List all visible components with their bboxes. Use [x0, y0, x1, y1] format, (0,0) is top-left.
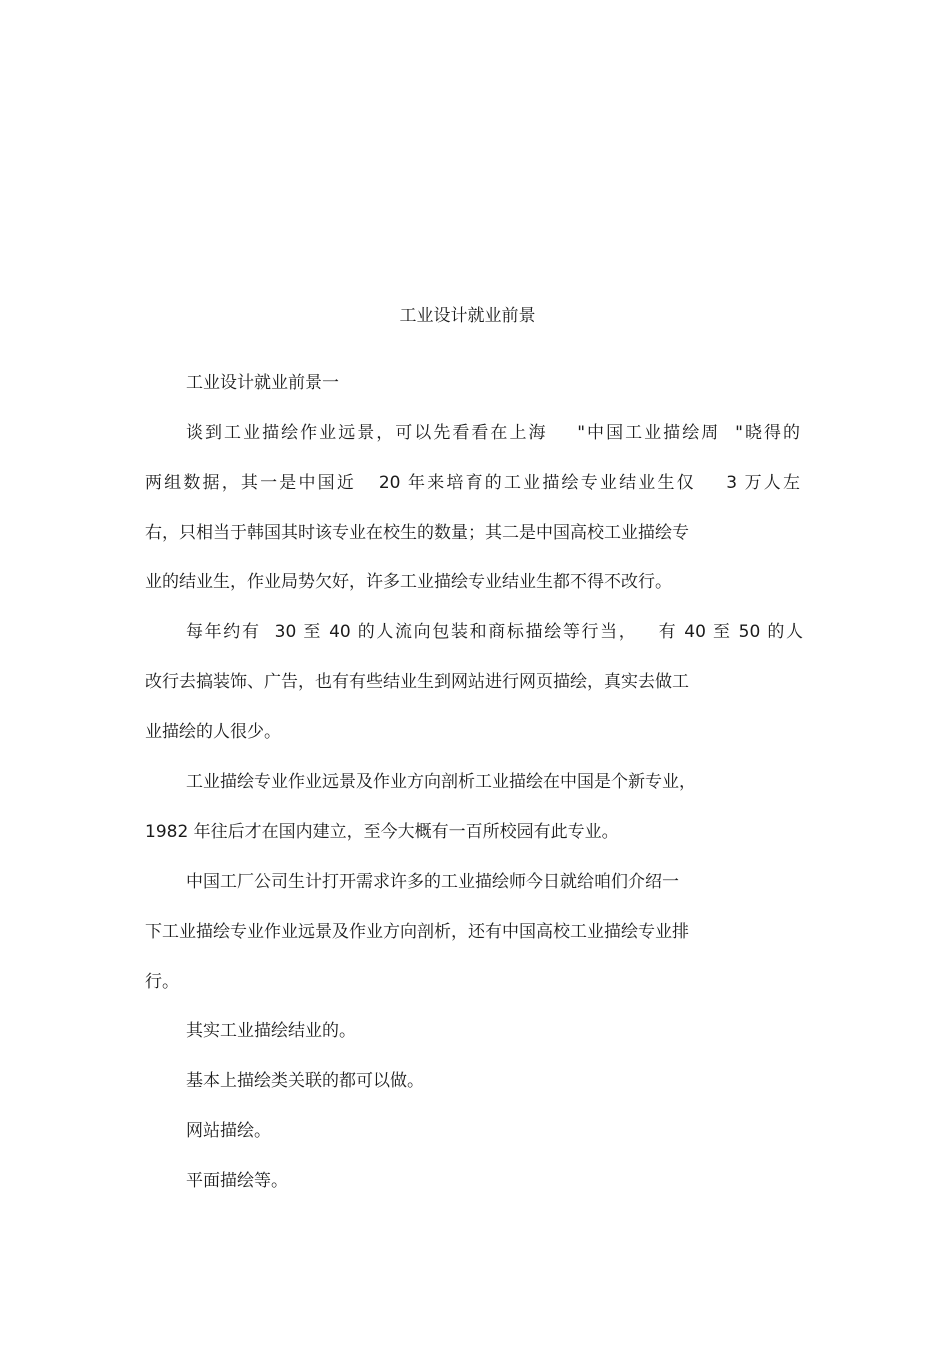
paragraph-line: 平面描绘等。 — [186, 1171, 288, 1191]
paragraph-line: 行。 — [145, 972, 179, 992]
paragraph-line: 业的结业生，作业局势欠好，许多工业描绘专业结业生都不得不改行。 — [145, 572, 672, 592]
paragraph-line: 每年约有 30 至 40 的人流向包装和商标描绘等行当， 有 40 至 50 的人 — [186, 622, 803, 642]
paragraph-line: 两组数据，其一是中国近 20 年来培育的工业描绘专业结业生仅 3 万人左 — [145, 473, 800, 493]
paragraph-line: 谈到工业描绘作业远景，可以先看看在上海 "中国工业描绘周 "晓得的 — [186, 423, 800, 443]
paragraph-line: 基本上描绘类关联的都可以做。 — [186, 1071, 424, 1091]
paragraph-line: 改行去搞装饰、广告，也有有些结业生到网站进行网页描绘，真实去做工 — [145, 672, 689, 692]
paragraph-line: 业描绘的人很少。 — [145, 722, 281, 742]
paragraph-line: 中国工厂公司生计打开需求许多的工业描绘师今日就给咱们介绍一 — [186, 872, 679, 892]
paragraph-line: 工业描绘专业作业远景及作业方向剖析工业描绘在中国是个新专业， — [186, 772, 696, 792]
paragraph-line: 网站描绘。 — [186, 1121, 271, 1141]
paragraph-line: 其实工业描绘结业的。 — [186, 1021, 356, 1041]
paragraph-line: 右，只相当于韩国其时该专业在校生的数量；其二是中国高校工业描绘专 — [145, 523, 689, 543]
section-heading: 工业设计就业前景一 — [186, 373, 339, 393]
document-title: 工业设计就业前景 — [399, 306, 536, 326]
paragraph-line: 下工业描绘专业作业远景及作业方向剖析，还有中国高校工业描绘专业排 — [145, 922, 689, 942]
paragraph-line: 1982 年往后才在国内建立，至今大概有一百所校园有此专业。 — [145, 822, 619, 842]
